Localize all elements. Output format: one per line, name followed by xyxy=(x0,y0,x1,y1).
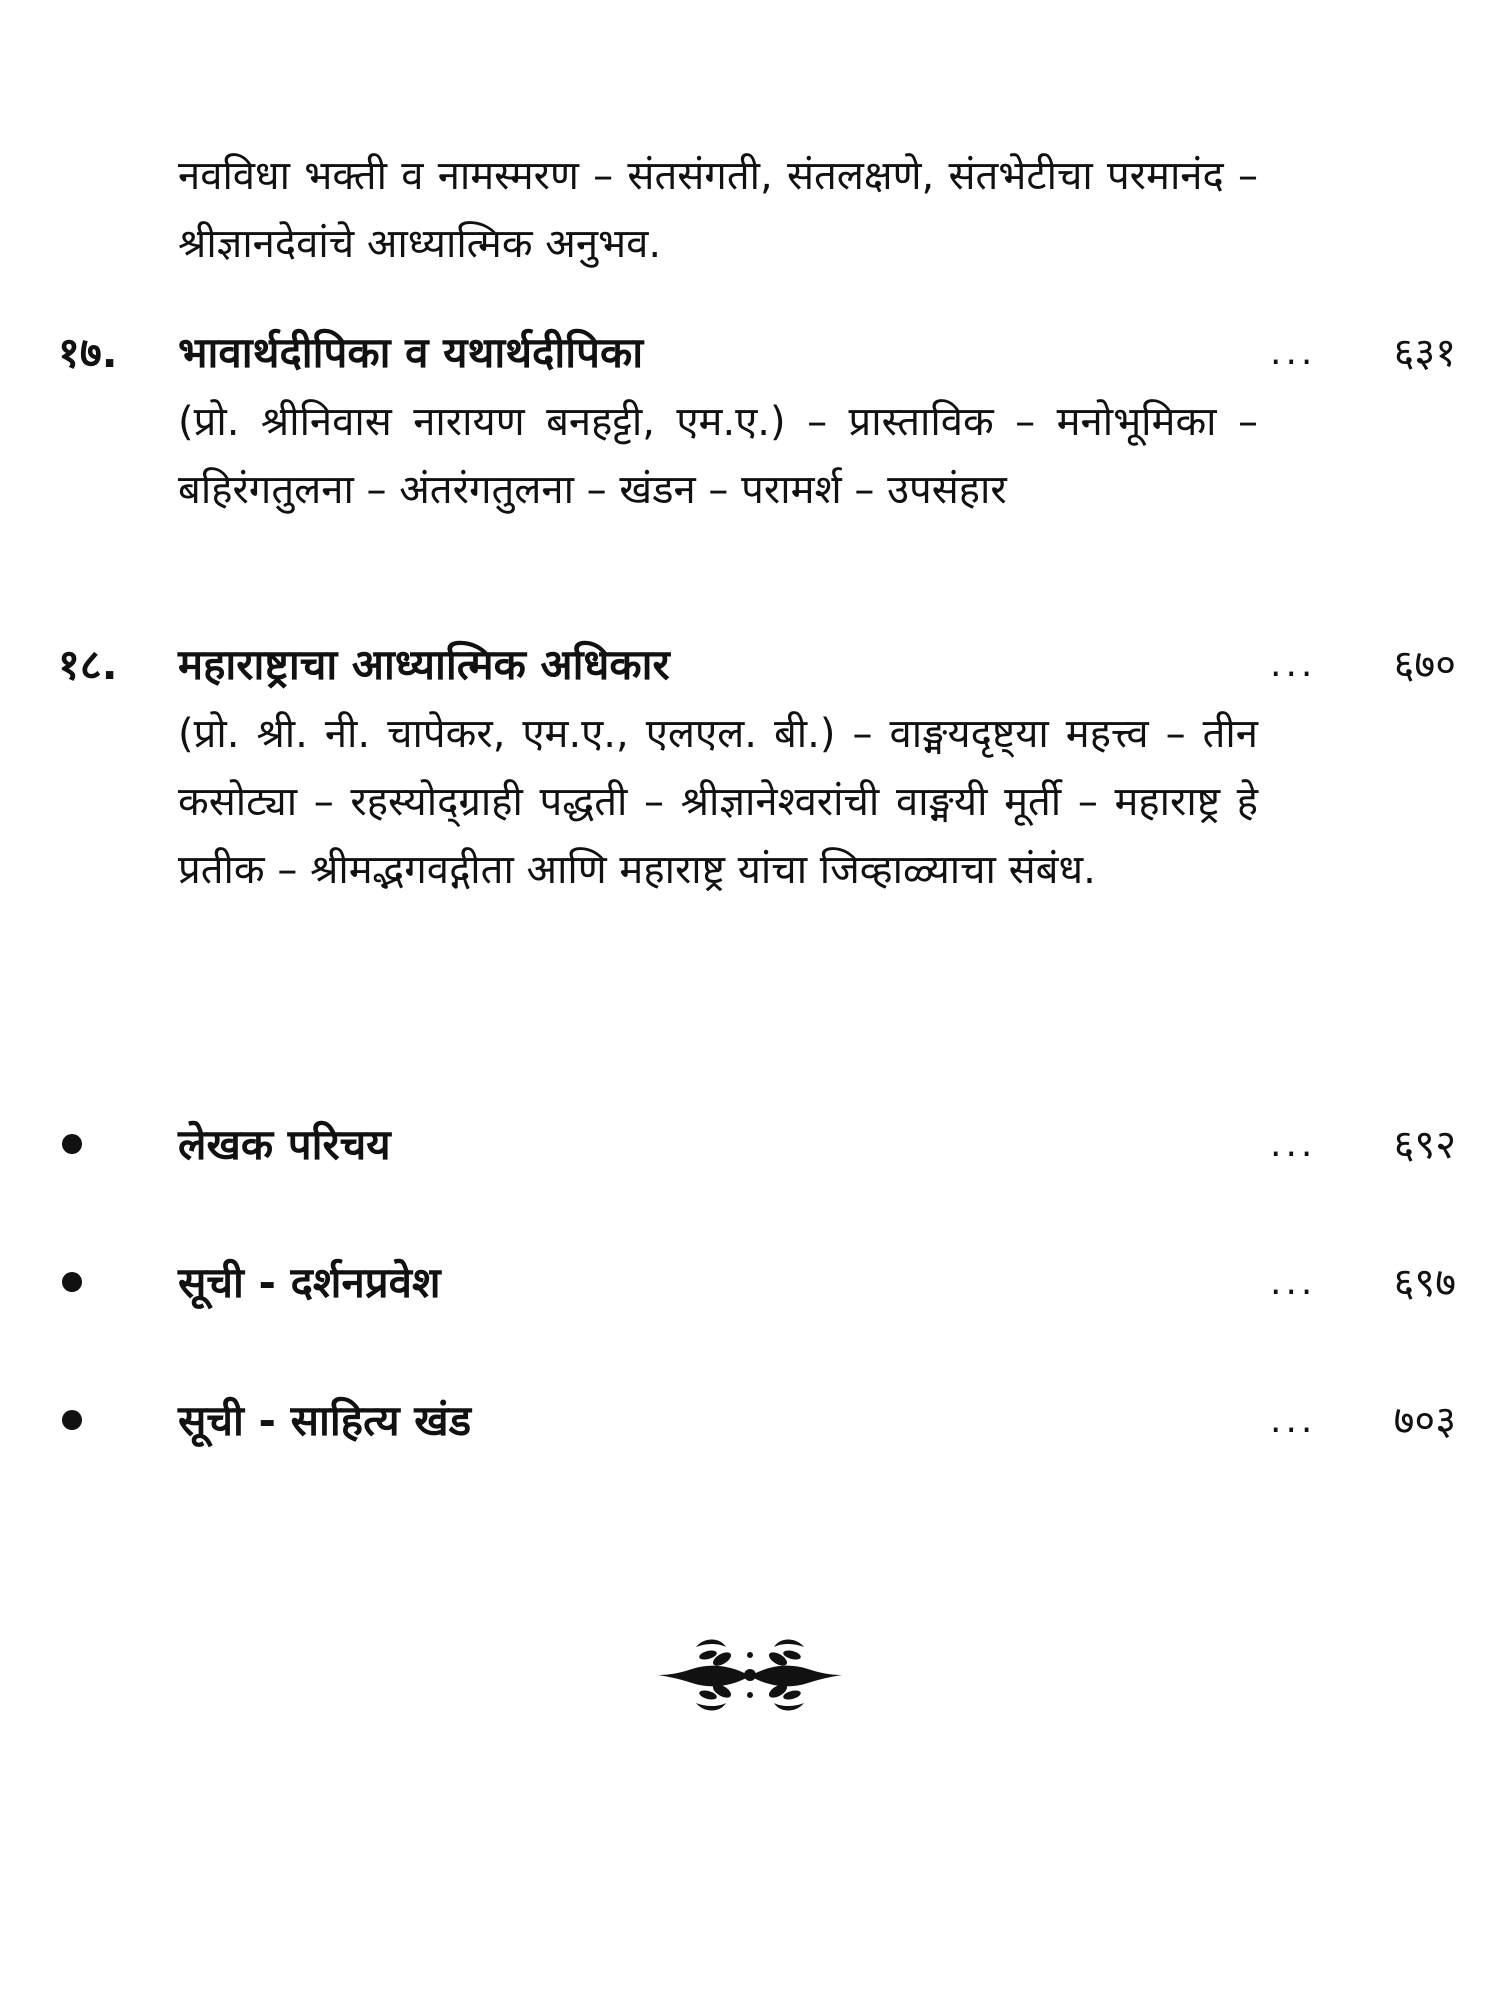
bullet-icon xyxy=(62,1134,82,1154)
entry-number: १७. xyxy=(58,328,118,377)
page-number: ६९२ xyxy=(1393,1122,1456,1168)
entry-title: सूची - साहित्य खंड xyxy=(178,1396,472,1445)
leader-dots: ... xyxy=(1270,1262,1317,1303)
intro-paragraph: नवविधा भक्ती व नामस्मरण – संतसंगती, संतलक्षणे, संतभेटीचा परमानंद – श्रीज्ञानदेवांचे आध्यात्मिक अनुभव. xyxy=(178,153,1258,267)
page-number: ७०३ xyxy=(1393,1398,1456,1444)
entry-heading xyxy=(0,318,1500,388)
entry-number: १८. xyxy=(58,640,118,689)
leader-dots: ... xyxy=(1270,332,1317,373)
page-number: ६३१ xyxy=(1393,330,1456,376)
entry-heading xyxy=(0,1248,1500,1318)
floral-ornament-icon xyxy=(650,1625,850,1725)
entry-description: (प्रो. श्रीनिवास नारायण बनहट्टी, एम.ए.) – प्रास्ताविक – मनोभूमिका – बहिरंगतुलना – अंतरंगतुलना – खंडन – परामर्श – उपसंहार xyxy=(178,399,1258,513)
entry-heading xyxy=(0,630,1500,700)
entry-title: भावार्थदीपिका व यथार्थदीपिका xyxy=(178,328,644,377)
leader-dots: ... xyxy=(1270,1400,1317,1441)
entry-heading xyxy=(0,1110,1500,1180)
entry-title: लेखक परिचय xyxy=(178,1120,391,1169)
entry-description: (प्रो. श्री. नी. चापेकर, एम.ए., एलएल. बी.) – वाङ्मयदृष्ट्या महत्त्व – तीन कसोट्या – रहस्योद्ग्राही पद्धती – श्रीज्ञानेश्वरांची वाङ्मयी मूर्ती – महाराष्ट्र हे प्रतीक – श्रीमद्भगवद्गीता आणि महाराष्ट्र यांचा जिव्हाळ्याचा संबंध. xyxy=(178,711,1258,893)
page-number: ६७० xyxy=(1393,642,1456,688)
entry-title: सूची - दर्शनप्रवेश xyxy=(178,1258,441,1307)
entry-heading xyxy=(0,1386,1500,1456)
leader-dots: ... xyxy=(1270,644,1317,685)
page-number: ६९७ xyxy=(1393,1260,1456,1306)
leader-dots: ... xyxy=(1270,1124,1317,1165)
entry-title: महाराष्ट्राचा आध्यात्मिक अधिकार xyxy=(178,640,670,689)
bullet-icon xyxy=(62,1272,82,1292)
bullet-icon xyxy=(62,1410,82,1430)
